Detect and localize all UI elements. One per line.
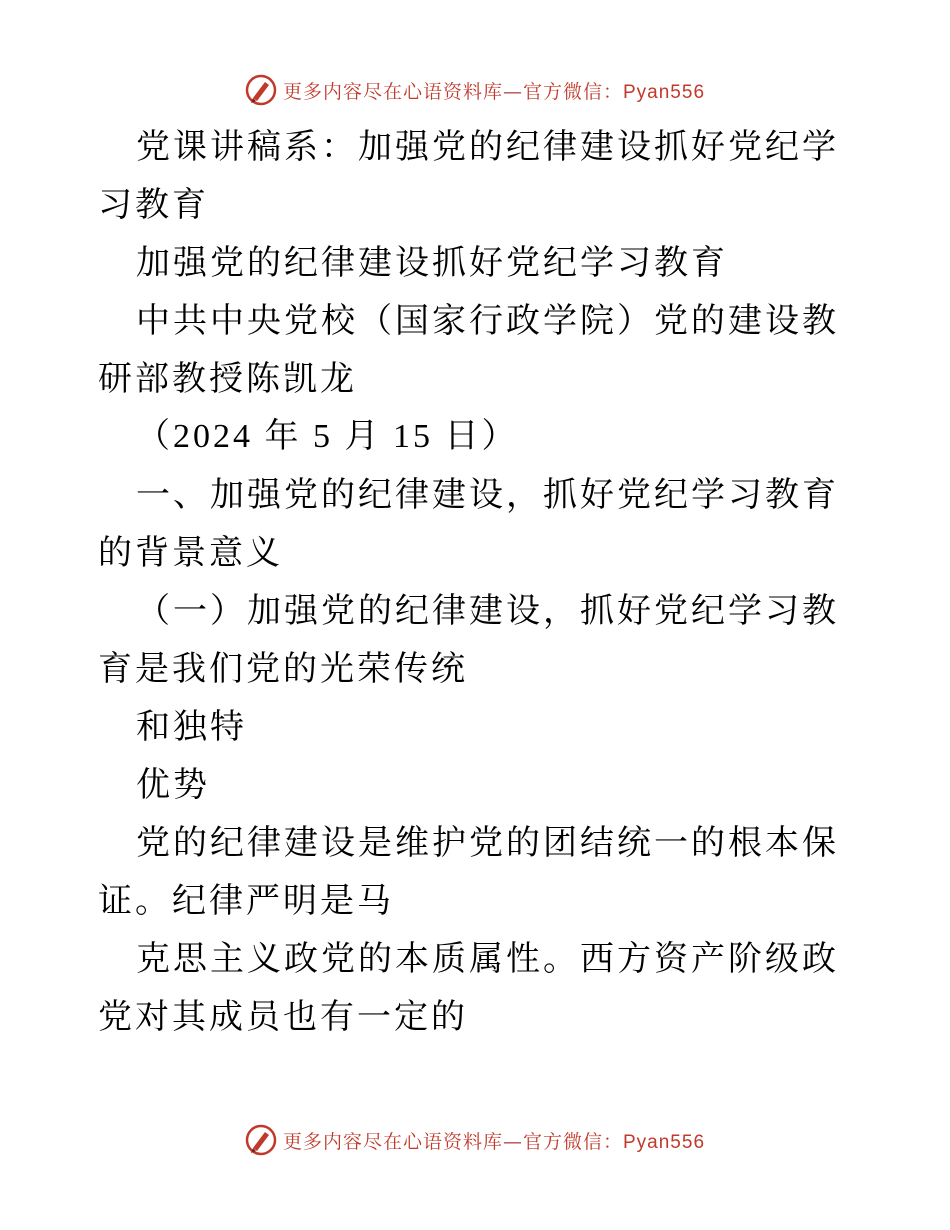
watermark-text <box>283 77 705 104</box>
watermark-brand: 更多内容尽在心语资料库 <box>282 1130 503 1153</box>
watermark-brand: 更多内容尽在心语资料库 <box>282 80 503 103</box>
paragraph-date: （2024 年 5 月 15 日） <box>136 418 519 455</box>
watermark-wechat-id: Pyan556 <box>623 1131 706 1153</box>
paragraph-body-2: 克思主义政党的本质属性。西方资产阶级政党对其成员也有一定的 <box>98 939 839 1037</box>
paragraph-section-heading: 一、加强党的纪律建设，抓好党纪学习教育的背景意义 <box>98 475 839 573</box>
paragraph-author: 中共中央党校（国家行政学院）党的建设教研部教授陈凯龙 <box>98 301 839 399</box>
paragraph-subsection-heading: （一）加强党的纪律建设，抓好党纪学习教育是我们党的光荣传统 <box>98 591 839 689</box>
watermark-wechat-label: 官方微信： <box>522 80 623 103</box>
pen-logo-icon <box>245 1124 277 1156</box>
watermark-wechat-label: 官方微信： <box>522 1130 623 1153</box>
paragraph-subtitle: 加强党的纪律建设抓好党纪学习教育 <box>136 243 728 283</box>
paragraph-title: 党课讲稿系：加强党的纪律建设抓好党纪学习教育 <box>98 127 839 225</box>
watermark-separator: — <box>502 1130 523 1153</box>
watermark-separator: — <box>502 80 523 103</box>
paragraph-body-1: 党的纪律建设是维护党的团结统一的根本保证。纪律严明是马 <box>98 823 839 921</box>
paragraph-fragment-2: 优势 <box>136 765 210 805</box>
paragraph-fragment-1: 和独特 <box>136 707 247 747</box>
pen-logo-icon <box>245 74 277 106</box>
watermark-text <box>283 1127 705 1154</box>
watermark-wechat-id: Pyan556 <box>623 81 706 103</box>
footer-watermark <box>0 1120 950 1160</box>
document-body <box>98 118 858 1046</box>
header-watermark <box>0 70 950 110</box>
